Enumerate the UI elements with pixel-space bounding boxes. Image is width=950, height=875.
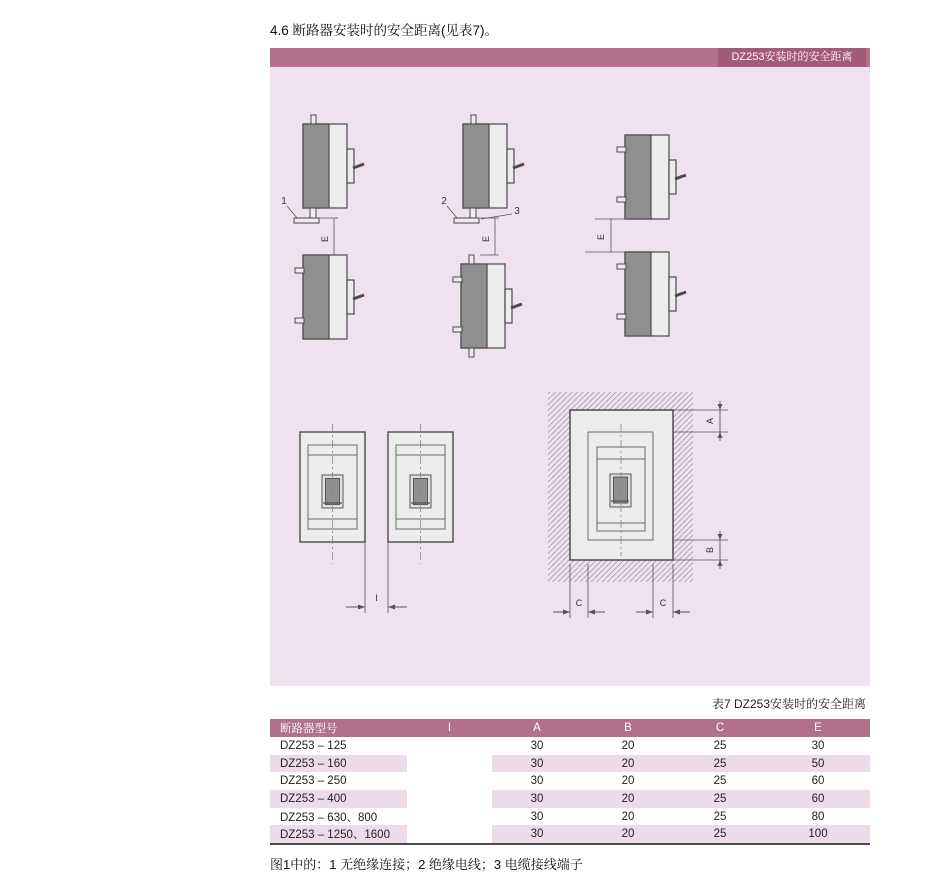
installation-diagram	[270, 67, 870, 686]
cell-model: DZ253 – 160	[270, 755, 407, 773]
dim-E-label: E	[596, 233, 606, 241]
cell-C: 25	[713, 739, 727, 752]
figure-legend-note: 图1中的：1 无绝缘连接；2 绝缘电线；3 电缆接线端子	[270, 857, 583, 872]
cell-A: 30	[492, 825, 582, 844]
section-heading: 4.6 断路器安装时的安全距离(见表7)。	[270, 23, 499, 38]
table-row	[270, 825, 870, 844]
cell-C: 25	[674, 790, 766, 808]
cell-C: 25	[674, 755, 766, 773]
breaker-pair-1	[281, 115, 364, 339]
table-caption: 表7 DZ253安装时的安全距离	[711, 697, 866, 711]
cell-E: 100	[766, 825, 870, 844]
table-header-row	[270, 719, 870, 737]
table-row	[270, 755, 870, 773]
cell-model: DZ253 – 1250、1600	[270, 825, 407, 844]
dim-E-label: E	[481, 235, 491, 243]
col-header-model: 断路器型号	[270, 719, 407, 737]
cell-C: 25	[674, 825, 766, 844]
callout-3: 3	[514, 206, 520, 217]
cell-B: 20	[621, 739, 635, 752]
cell-I	[407, 737, 492, 755]
cell-A: 30	[530, 810, 544, 823]
cell-B: 20	[621, 810, 635, 823]
col-header-A: A	[492, 719, 582, 737]
col-header-B: B	[582, 719, 674, 737]
dim-B-label: B	[705, 546, 715, 554]
cell-I	[407, 772, 492, 790]
callout-2: 2	[441, 196, 447, 207]
dim-E-label: E	[320, 235, 330, 243]
cell-A: 30	[492, 790, 582, 808]
safety-distance-table	[270, 719, 870, 845]
cell-E: 80	[811, 810, 825, 823]
cell-E: 30	[811, 739, 825, 752]
cell-E: 60	[766, 790, 870, 808]
table-row	[270, 808, 870, 826]
enclosure-view	[548, 392, 728, 618]
table-row	[270, 737, 870, 755]
cell-I	[407, 755, 492, 773]
cell-A: 30	[530, 739, 544, 752]
cell-C: 25	[713, 775, 727, 788]
table-row	[270, 772, 870, 790]
diagram-svg	[270, 67, 870, 686]
cell-model: DZ253 – 630、800	[280, 811, 378, 824]
dim-I-label: I	[375, 593, 378, 603]
cell-A: 30	[530, 775, 544, 788]
cell-B: 20	[582, 790, 674, 808]
cell-E: 50	[766, 755, 870, 773]
cell-I	[407, 825, 492, 844]
cell-C: 25	[713, 810, 727, 823]
table-row	[270, 790, 870, 808]
callout-1: 1	[281, 196, 287, 207]
cell-I	[407, 790, 492, 808]
banner-title: DZ253安装时的安全距离	[718, 48, 866, 67]
dim-C-label: C	[575, 598, 583, 608]
breaker-pair-2	[441, 115, 524, 357]
cell-E: 60	[811, 775, 825, 788]
breaker-pair-3	[585, 135, 686, 336]
cell-A: 30	[492, 755, 582, 773]
content-column	[270, 0, 870, 875]
col-header-I: I	[407, 719, 492, 737]
banner-bar	[270, 48, 870, 67]
cell-B: 20	[582, 755, 674, 773]
cell-model: DZ253 – 250	[280, 775, 347, 788]
cell-model: DZ253 – 400	[270, 790, 407, 808]
cell-I	[407, 808, 492, 826]
cell-B: 20	[621, 775, 635, 788]
cell-model: DZ253 – 125	[280, 739, 347, 752]
dim-A-label: A	[705, 417, 715, 425]
dim-C-label: C	[659, 598, 667, 608]
cell-B: 20	[582, 825, 674, 844]
front-view-spacing	[300, 424, 453, 613]
col-header-C: C	[674, 719, 766, 737]
col-header-E: E	[766, 719, 870, 737]
